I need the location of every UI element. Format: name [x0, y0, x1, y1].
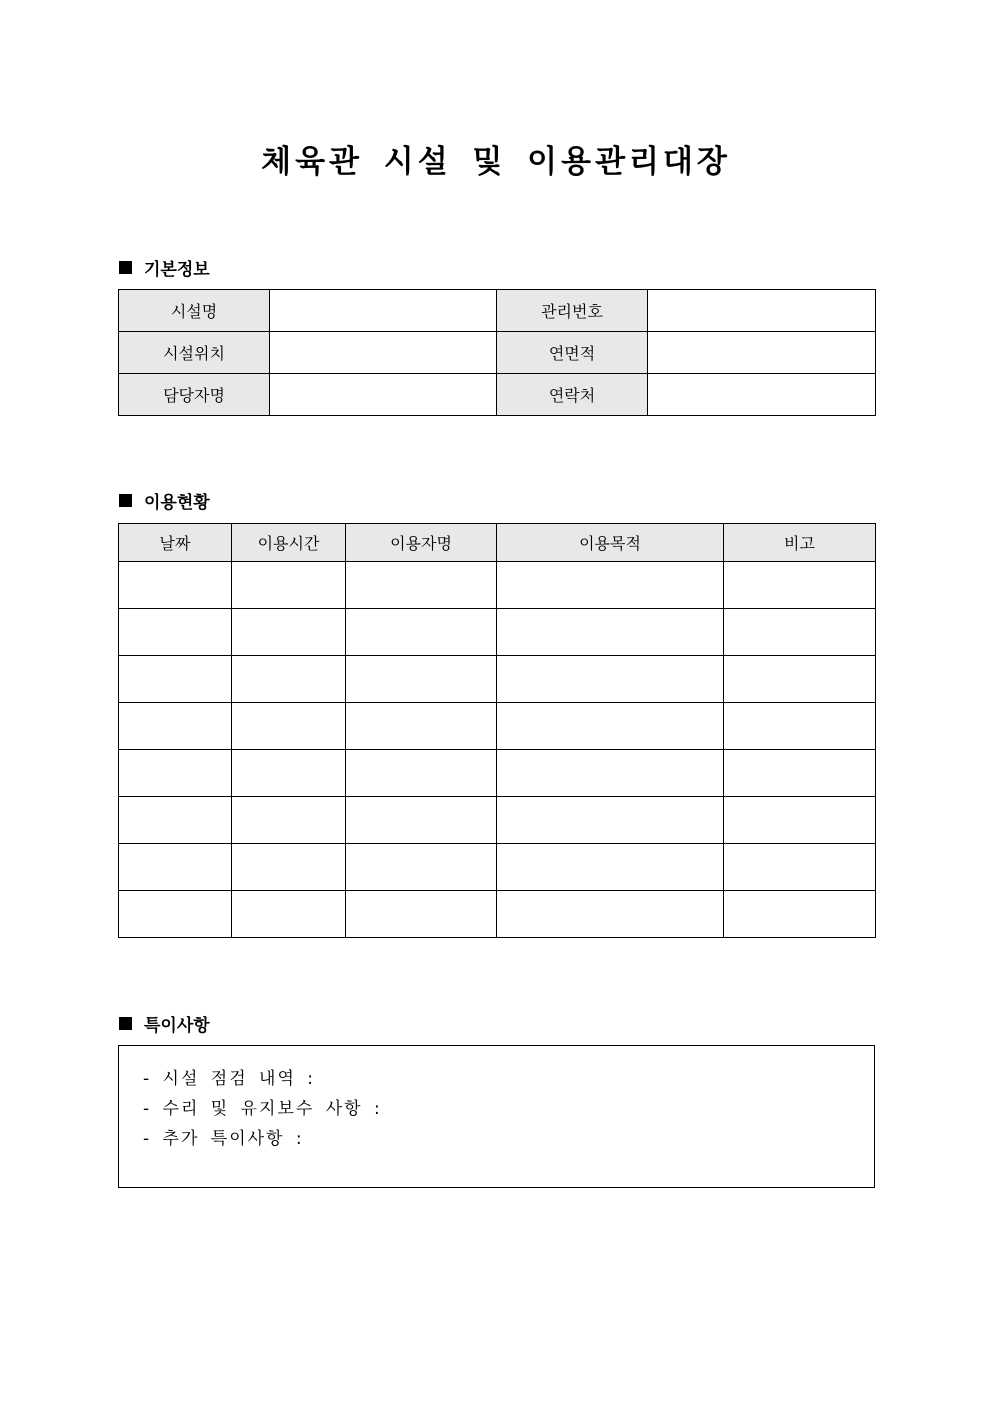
table-row [119, 332, 876, 374]
management-number-label: 관리번호 [497, 290, 648, 332]
facility-location-label: 시설위치 [119, 332, 270, 374]
table-row [119, 703, 876, 750]
table-cell[interactable] [497, 891, 724, 938]
column-header-remarks: 비고 [724, 524, 876, 562]
table-cell[interactable] [724, 891, 876, 938]
list-item: - 수리 및 유지보수 사항 : [143, 1099, 382, 1119]
column-header-usage-time: 이용시간 [232, 524, 346, 562]
table-row [119, 750, 876, 797]
column-header-user-name: 이용자명 [346, 524, 497, 562]
notes-box[interactable] [118, 1045, 875, 1188]
table-cell[interactable] [232, 656, 346, 703]
table-cell[interactable] [724, 656, 876, 703]
square-bullet-icon [119, 261, 132, 274]
square-bullet-icon [119, 494, 132, 507]
table-row [119, 374, 876, 416]
column-header-purpose: 이용목적 [497, 524, 724, 562]
management-number-field[interactable] [648, 290, 876, 332]
basic-info-heading [119, 255, 210, 280]
table-cell[interactable] [119, 656, 232, 703]
table-cell[interactable] [232, 797, 346, 844]
table-cell[interactable] [724, 797, 876, 844]
notes-heading-text: 특이사항 [144, 1016, 210, 1036]
table-row [119, 609, 876, 656]
table-cell[interactable] [346, 703, 497, 750]
table-cell[interactable] [724, 703, 876, 750]
contact-label: 연락처 [497, 374, 648, 416]
table-row [119, 290, 876, 332]
table-cell[interactable] [232, 703, 346, 750]
table-cell[interactable] [119, 562, 232, 609]
manager-name-label: 담당자명 [119, 374, 270, 416]
table-cell[interactable] [346, 844, 497, 891]
basic-info-table [118, 289, 876, 416]
table-cell[interactable] [724, 609, 876, 656]
table-cell[interactable] [232, 891, 346, 938]
table-row [119, 844, 876, 891]
table-cell[interactable] [724, 562, 876, 609]
table-cell[interactable] [497, 656, 724, 703]
table-cell[interactable] [119, 609, 232, 656]
notes-heading [119, 1011, 210, 1036]
table-cell[interactable] [119, 844, 232, 891]
usage-heading-text: 이용현황 [144, 493, 210, 513]
table-cell[interactable] [232, 844, 346, 891]
table-cell[interactable] [346, 656, 497, 703]
table-row [119, 891, 876, 938]
basic-info-heading-text: 기본정보 [144, 260, 210, 280]
table-cell[interactable] [119, 703, 232, 750]
floor-area-field[interactable] [648, 332, 876, 374]
table-cell[interactable] [346, 891, 497, 938]
table-cell[interactable] [346, 750, 497, 797]
table-cell[interactable] [232, 750, 346, 797]
table-cell[interactable] [724, 750, 876, 797]
manager-name-field[interactable] [270, 374, 497, 416]
table-cell[interactable] [346, 797, 497, 844]
document-title: 체육관 시설 및 이용관리대장 [261, 144, 731, 180]
table-cell[interactable] [497, 750, 724, 797]
column-header-date: 날짜 [119, 524, 232, 562]
table-header-row [119, 524, 876, 562]
table-cell[interactable] [232, 562, 346, 609]
facility-location-field[interactable] [270, 332, 497, 374]
table-cell[interactable] [119, 750, 232, 797]
notes-list [119, 1046, 874, 1154]
table-row [119, 797, 876, 844]
table-cell[interactable] [232, 609, 346, 656]
table-cell[interactable] [724, 844, 876, 891]
table-cell[interactable] [497, 609, 724, 656]
usage-heading [119, 488, 210, 513]
facility-name-field[interactable] [270, 290, 497, 332]
table-row [119, 656, 876, 703]
table-cell[interactable] [497, 844, 724, 891]
usage-table [118, 523, 876, 938]
table-cell[interactable] [346, 609, 497, 656]
contact-field[interactable] [648, 374, 876, 416]
table-row [119, 562, 876, 609]
table-cell[interactable] [119, 797, 232, 844]
table-cell[interactable] [497, 703, 724, 750]
table-cell[interactable] [497, 562, 724, 609]
list-item: - 시설 점검 내역 : [143, 1069, 316, 1089]
floor-area-label: 연면적 [497, 332, 648, 374]
facility-name-label: 시설명 [119, 290, 270, 332]
table-cell[interactable] [346, 562, 497, 609]
list-item: - 추가 특이사항 : [143, 1129, 304, 1149]
table-cell[interactable] [119, 891, 232, 938]
table-cell[interactable] [497, 797, 724, 844]
square-bullet-icon [119, 1017, 132, 1030]
